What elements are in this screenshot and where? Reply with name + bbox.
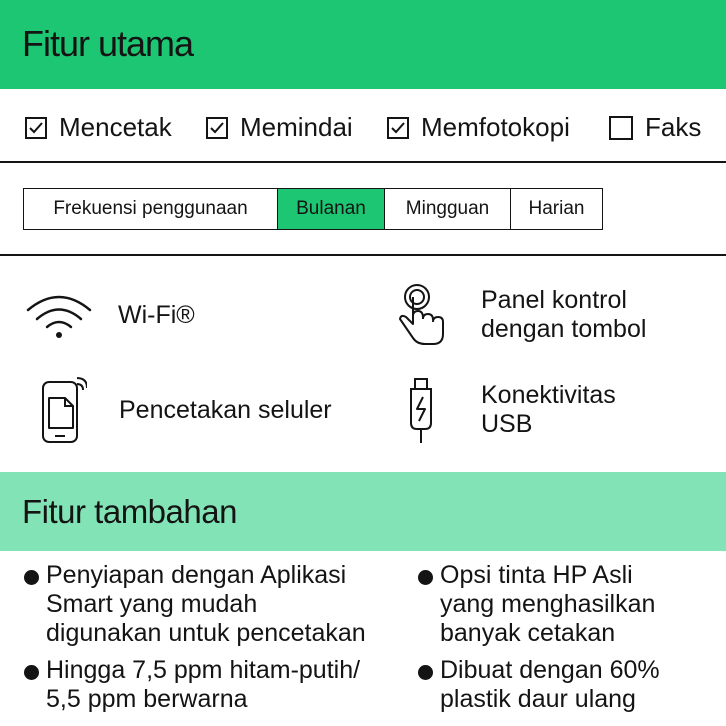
bullet-text: Hingga 7,5 ppm hitam-putih/ 5,5 ppm berwarna bbox=[46, 656, 361, 713]
feature-wifi bbox=[24, 280, 195, 350]
checkmark-icon bbox=[28, 121, 44, 135]
check-scan[interactable] bbox=[206, 112, 353, 143]
bullet-dot bbox=[418, 570, 433, 585]
touch-button-icon bbox=[386, 280, 456, 350]
bullet-item bbox=[24, 656, 360, 714]
bullet-dot bbox=[24, 570, 39, 585]
check-fax[interactable] bbox=[609, 112, 701, 143]
checkbox-print[interactable] bbox=[25, 117, 47, 139]
feature-usb-label: Konektivitas USB bbox=[481, 381, 616, 438]
bullet-dot bbox=[24, 665, 39, 680]
checkmark-icon bbox=[209, 121, 225, 135]
feature-mobile-printing-label: Pencetakan seluler bbox=[119, 395, 332, 424]
feature-usb bbox=[386, 375, 616, 445]
bullet-dot bbox=[418, 665, 433, 680]
frequency-option-monthly[interactable]: Bulanan bbox=[278, 189, 385, 229]
check-copy[interactable] bbox=[387, 112, 570, 143]
bullet-text: Dibuat dengan 60% plastik daur ulang bbox=[440, 656, 660, 713]
check-scan-label: Memindai bbox=[240, 112, 353, 142]
frequency-option-daily[interactable]: Harian bbox=[528, 198, 585, 219]
function-checklist bbox=[0, 104, 726, 150]
bullet-item bbox=[24, 561, 366, 648]
feature-control-panel bbox=[386, 280, 646, 350]
usage-frequency-label: Frekuensi penggunaan bbox=[24, 189, 278, 229]
feature-wifi-label: Wi-Fi® bbox=[118, 300, 195, 329]
mobile-print-icon bbox=[24, 375, 94, 445]
wifi-icon bbox=[24, 280, 94, 350]
divider bbox=[0, 161, 726, 163]
bullet-text: Opsi tinta HP Asli yang menghasilkan banyak cetakan bbox=[440, 561, 656, 647]
check-print-label: Mencetak bbox=[59, 112, 172, 142]
feature-control-panel-label: Panel kontrol dengan tombol bbox=[481, 286, 647, 343]
usage-frequency-selector bbox=[23, 188, 603, 230]
divider bbox=[0, 254, 726, 256]
additional-features-title: Fitur tambahan bbox=[22, 493, 237, 530]
check-copy-label: Memfotokopi bbox=[421, 112, 570, 142]
check-print[interactable] bbox=[25, 112, 172, 143]
checkbox-copy[interactable] bbox=[387, 117, 409, 139]
bullet-item bbox=[418, 656, 660, 714]
frequency-option-weekly[interactable]: Mingguan bbox=[385, 189, 511, 229]
main-features-title: Fitur utama bbox=[22, 23, 194, 64]
checkbox-scan[interactable] bbox=[206, 117, 228, 139]
checkbox-fax[interactable] bbox=[609, 116, 633, 140]
check-fax-label: Faks bbox=[645, 112, 702, 142]
usb-icon bbox=[386, 375, 456, 445]
bullet-item bbox=[418, 561, 655, 648]
bullet-text: Penyiapan dengan Aplikasi Smart yang mudah digunakan untuk pencetakan bbox=[46, 561, 366, 647]
main-features-header bbox=[0, 0, 726, 89]
feature-mobile-printing bbox=[24, 375, 332, 445]
additional-features-header bbox=[0, 472, 726, 551]
checkmark-icon bbox=[390, 121, 406, 135]
